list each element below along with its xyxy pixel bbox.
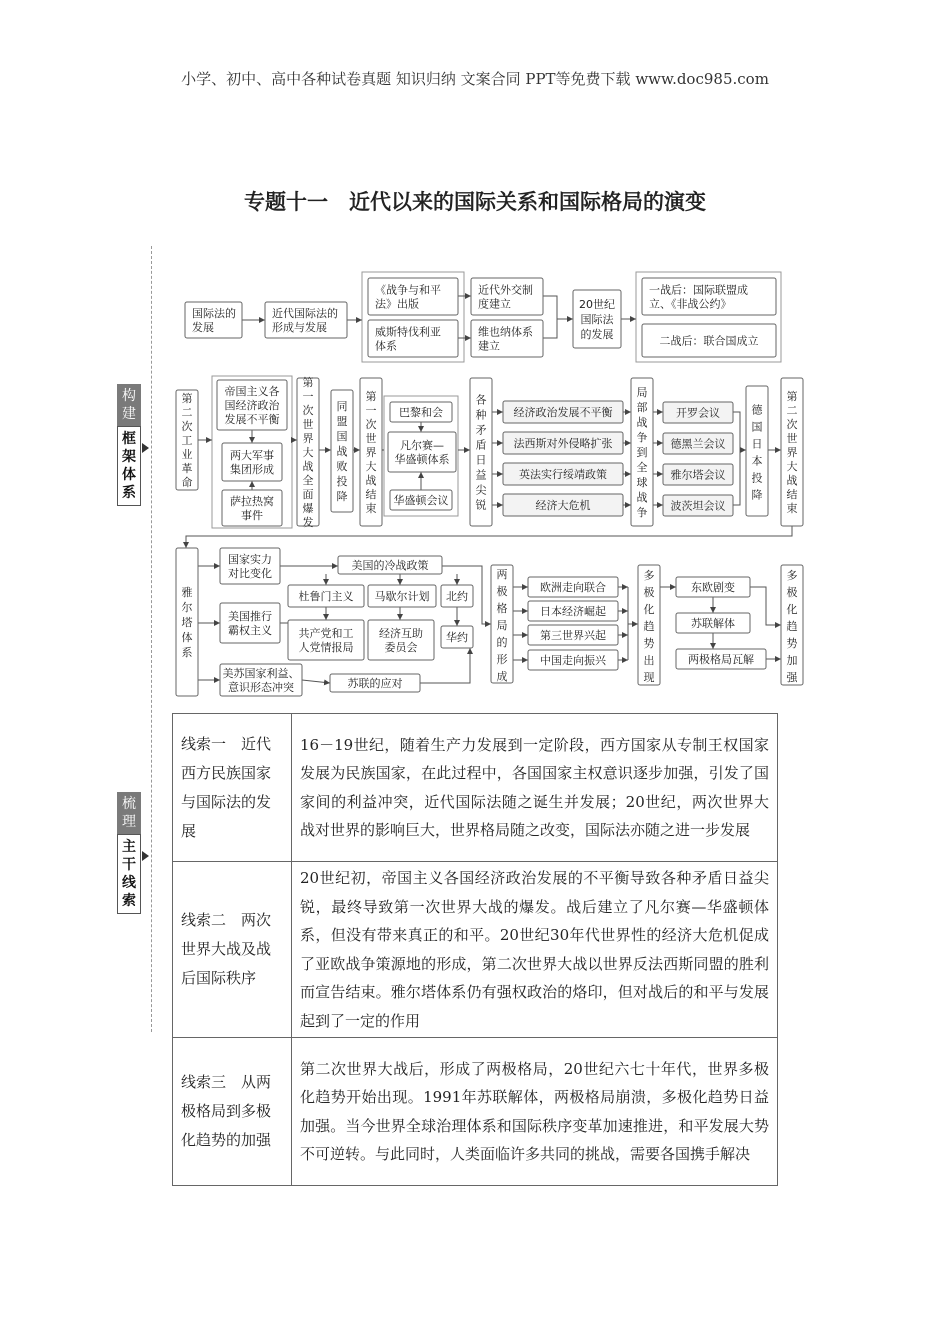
side-tab-shuli	[117, 792, 141, 914]
node-zhanzheng-heping-label: 《战争与和平法》出版	[375, 283, 441, 311]
node-dongou	[676, 577, 750, 597]
side-tab-shuli-top: 梳理	[117, 792, 141, 834]
node-liangji-xingcheng	[491, 565, 513, 683]
node-duoji-jiaqiang-label: 多极化趋势加强	[786, 568, 798, 684]
clue-text: 20世纪初，帝国主义各国经济政治发展的不平衡导致各种矛盾日益尖锐，最终导致第一次世界大战的爆发。战后建立了凡尔赛—华盛顿体系，但没有带来真正的和平。20世纪30年代世界性的经济大危机促成了亚欧战争策源地的形成，第二次世界大战以世界反法西斯同盟的胜利而宣告结束。雅尔塔体系仍有强权政治的烙印，但对战后的和平与发展起到了一定的作用	[292, 862, 778, 1038]
node-d1-label: 欧洲走向联合	[540, 580, 606, 594]
node-tongmeng	[331, 390, 353, 512]
node-zhanzheng-heping	[368, 278, 458, 315]
node-lengzhan-label: 美国的冷战政策	[351, 558, 429, 572]
node-jituan-label: 两大军事集团形成	[230, 448, 274, 476]
node-d1	[528, 577, 618, 597]
node-lengzhan	[338, 556, 442, 574]
node-m2	[663, 433, 733, 454]
node-c2-label: 法西斯对外侵略扩张	[513, 436, 613, 450]
clue-row	[173, 1038, 778, 1186]
node-jubu-label: 局部战争到全球战争	[636, 386, 648, 520]
node-d2-label: 日本经济崛起	[540, 604, 606, 618]
node-baquan	[220, 603, 280, 643]
node-erzhan-jieshu-label: 第二次世界大战结束	[786, 389, 798, 515]
node-wajie	[676, 649, 766, 669]
page-title: 专题十一 近代以来的国际关系和国际格局的演变	[244, 190, 706, 214]
node-jindai-waijiao	[471, 278, 543, 315]
node-baquan-label: 美国推行霸权主义	[228, 609, 272, 637]
connector-arrow	[750, 587, 781, 625]
connector-line	[543, 296, 557, 338]
node-maodun	[470, 378, 492, 526]
node-jituan	[222, 443, 282, 481]
node-liyi	[220, 664, 302, 696]
node-erzhan-hou	[642, 324, 776, 357]
node-bupingheng	[217, 380, 287, 430]
node-d3-label: 第三世界兴起	[540, 628, 606, 642]
clues-table	[172, 713, 778, 1186]
node-c3	[503, 463, 623, 485]
node-huashengdun-label: 华盛顿会议	[393, 493, 449, 507]
side-tab-goujian-top: 构建	[117, 384, 141, 426]
node-salajewo	[222, 490, 282, 526]
node-guoli	[220, 548, 280, 584]
node-weisi	[368, 320, 458, 357]
node-liangji-xingcheng-label: 两极格局的形成	[496, 567, 508, 683]
node-maodun-label: 各种矛盾日益尖锐	[475, 393, 487, 512]
node-c4	[503, 494, 623, 516]
node-erzhan-hou-label: 二战后：联合国成立	[659, 334, 759, 348]
node-maxieer-label: 马歇尔计划	[374, 589, 430, 603]
clue-name: 线索一 近代西方民族国家与国际法的发展	[173, 714, 292, 862]
node-huzhu-label: 经济互助委员会	[379, 626, 423, 654]
node-ershi-guojifa	[573, 290, 621, 348]
node-wajie-label: 两极格局瓦解	[688, 652, 754, 666]
node-tongmeng-label: 同盟国战败投降	[336, 400, 348, 504]
node-bali-label: 巴黎和会	[399, 405, 443, 419]
node-dulumen-label: 杜鲁门主义	[298, 589, 354, 603]
node-qingbaoju	[288, 620, 364, 660]
node-weiyena-label: 维也纳体系建立	[478, 325, 533, 353]
node-jindai-waijiao-label: 近代外交制度建立	[478, 283, 533, 311]
node-qingbaoju-label: 共产党和工人党情报局	[298, 626, 354, 654]
node-liyi-label: 美苏国家利益、意识形态冲突	[222, 666, 300, 694]
clue-row	[173, 714, 778, 862]
node-beiyue	[441, 585, 473, 607]
node-duoji-chuxian-label: 多极化趋势出现	[643, 568, 655, 684]
node-yizhan-baofa-label: 第一次世界大战全面爆发	[302, 375, 314, 529]
node-m1-label: 开罗会议	[676, 406, 720, 420]
node-c1	[503, 401, 623, 423]
node-guoli-label: 国家实力对比变化	[228, 552, 272, 580]
node-gongye	[176, 390, 198, 490]
node-erzhan-jieshu	[781, 378, 803, 526]
node-dulumen	[288, 585, 364, 607]
node-yizhan-hou-label: 一战后：国际联盟成立、《非战公约》	[649, 283, 748, 311]
node-d2	[528, 601, 618, 621]
node-m3	[663, 464, 733, 485]
clue-name: 线索三 从两极格局到多极化趋势的加强	[173, 1038, 292, 1186]
node-jindai-xingcheng	[265, 302, 347, 338]
node-yizhan-jieshu-label: 第一次世界大战结束	[365, 389, 377, 515]
node-weisi-label: 威斯特伐利亚体系	[375, 325, 441, 353]
node-yizhan-baofa	[297, 376, 319, 529]
clue-text: 16－19世纪，随着生产力发展到一定阶段，西方国家从专制王权国家发展为民族国家，在此过程中，各国国家主权意识逐步加强，引发了国家间的利益冲突，近代国际法随之诞生并发展；20世纪，两次世界大战对世界的影响巨大，世界格局随之改变，国际法亦随之进一步发展	[292, 714, 778, 862]
node-bali	[390, 402, 452, 422]
node-jindai-xingcheng-label: 近代国际法的形成与发展	[272, 306, 338, 334]
node-m3-label: 雅尔塔会议	[670, 468, 726, 482]
node-salajewo-label: 萨拉热窝事件	[230, 494, 274, 522]
clue-name: 线索二 两次世界大战及战后国际秩序	[173, 862, 292, 1038]
node-m4-label: 波茨坦会议	[670, 499, 726, 513]
tab-arrow-icon	[142, 851, 149, 861]
node-yizhan-jieshu	[360, 378, 382, 526]
node-duoji-chuxian	[638, 565, 660, 685]
node-yaerta-label: 雅尔塔体系	[181, 586, 193, 660]
node-fanersai	[388, 432, 456, 472]
node-guojifa-label: 国际法的发展	[192, 306, 236, 334]
node-deri-label: 德国日本投降	[751, 403, 763, 502]
node-sulian	[330, 674, 420, 692]
node-sulian-jieti-label: 苏联解体	[691, 616, 735, 630]
node-fanersai-label: 凡尔赛—华盛顿体系	[394, 438, 450, 466]
side-tab-shuli-bottom: 主干线索	[117, 834, 141, 914]
node-m4	[663, 495, 733, 516]
node-yaerta	[176, 548, 198, 696]
node-d4	[528, 650, 618, 670]
node-m1	[663, 402, 733, 423]
node-dongou-label: 东欧剧变	[691, 580, 735, 594]
node-huashengdun	[390, 490, 452, 510]
side-tab-goujian-bottom: 框架体系	[117, 426, 141, 506]
page-header: 小学、初中、高中各种试卷真题 知识归纳 文案合同 PPT等免费下载 www.doc985.com	[181, 70, 769, 88]
node-duoji-jiaqiang	[781, 565, 803, 685]
node-d3	[528, 625, 618, 645]
node-m2-label: 德黑兰会议	[670, 437, 726, 451]
node-maxieer	[368, 585, 436, 607]
node-c2	[503, 432, 623, 454]
node-huayue-label: 华约	[446, 630, 468, 644]
connector-arrow	[302, 680, 330, 683]
node-sulian-label: 苏联的应对	[347, 676, 403, 690]
node-beiyue-label: 北约	[446, 589, 468, 603]
node-d4-label: 中国走向振兴	[540, 653, 606, 667]
node-c3-label: 英法实行绥靖政策	[519, 467, 607, 481]
clue-row	[173, 862, 778, 1038]
node-ershi-guojifa-label: 20世纪国际法的发展	[579, 298, 615, 342]
connector-line	[733, 412, 740, 505]
node-sulian-jieti	[676, 613, 750, 633]
node-c4-label: 经济大危机	[535, 498, 591, 512]
node-c1-label: 经济政治发展不平衡	[513, 405, 613, 419]
node-gongye-label: 第二次工业革命	[181, 391, 193, 489]
node-yizhan-hou	[642, 278, 776, 315]
node-huayue	[441, 626, 473, 648]
node-deri	[746, 386, 768, 516]
node-huzhu	[368, 620, 434, 660]
node-jubu	[631, 378, 653, 526]
node-bupingheng-label: 帝国主义各国经济政治发展不平衡	[224, 384, 280, 426]
node-weiyena	[471, 320, 543, 357]
node-guojifa	[185, 302, 242, 338]
connector-arrow	[186, 526, 792, 548]
clue-text: 第二次世界大战后，形成了两极格局，20世纪六七十年代，世界多极化趋势开始出现。1991年苏联解体，两极格局崩溃，多极化趋势日益加强。当今世界全球治理体系和国际秩序变革加速推进，和平发展大势不可逆转。与此同时，人类面临许多共同的挑战，需要各国携手解决	[292, 1038, 778, 1186]
